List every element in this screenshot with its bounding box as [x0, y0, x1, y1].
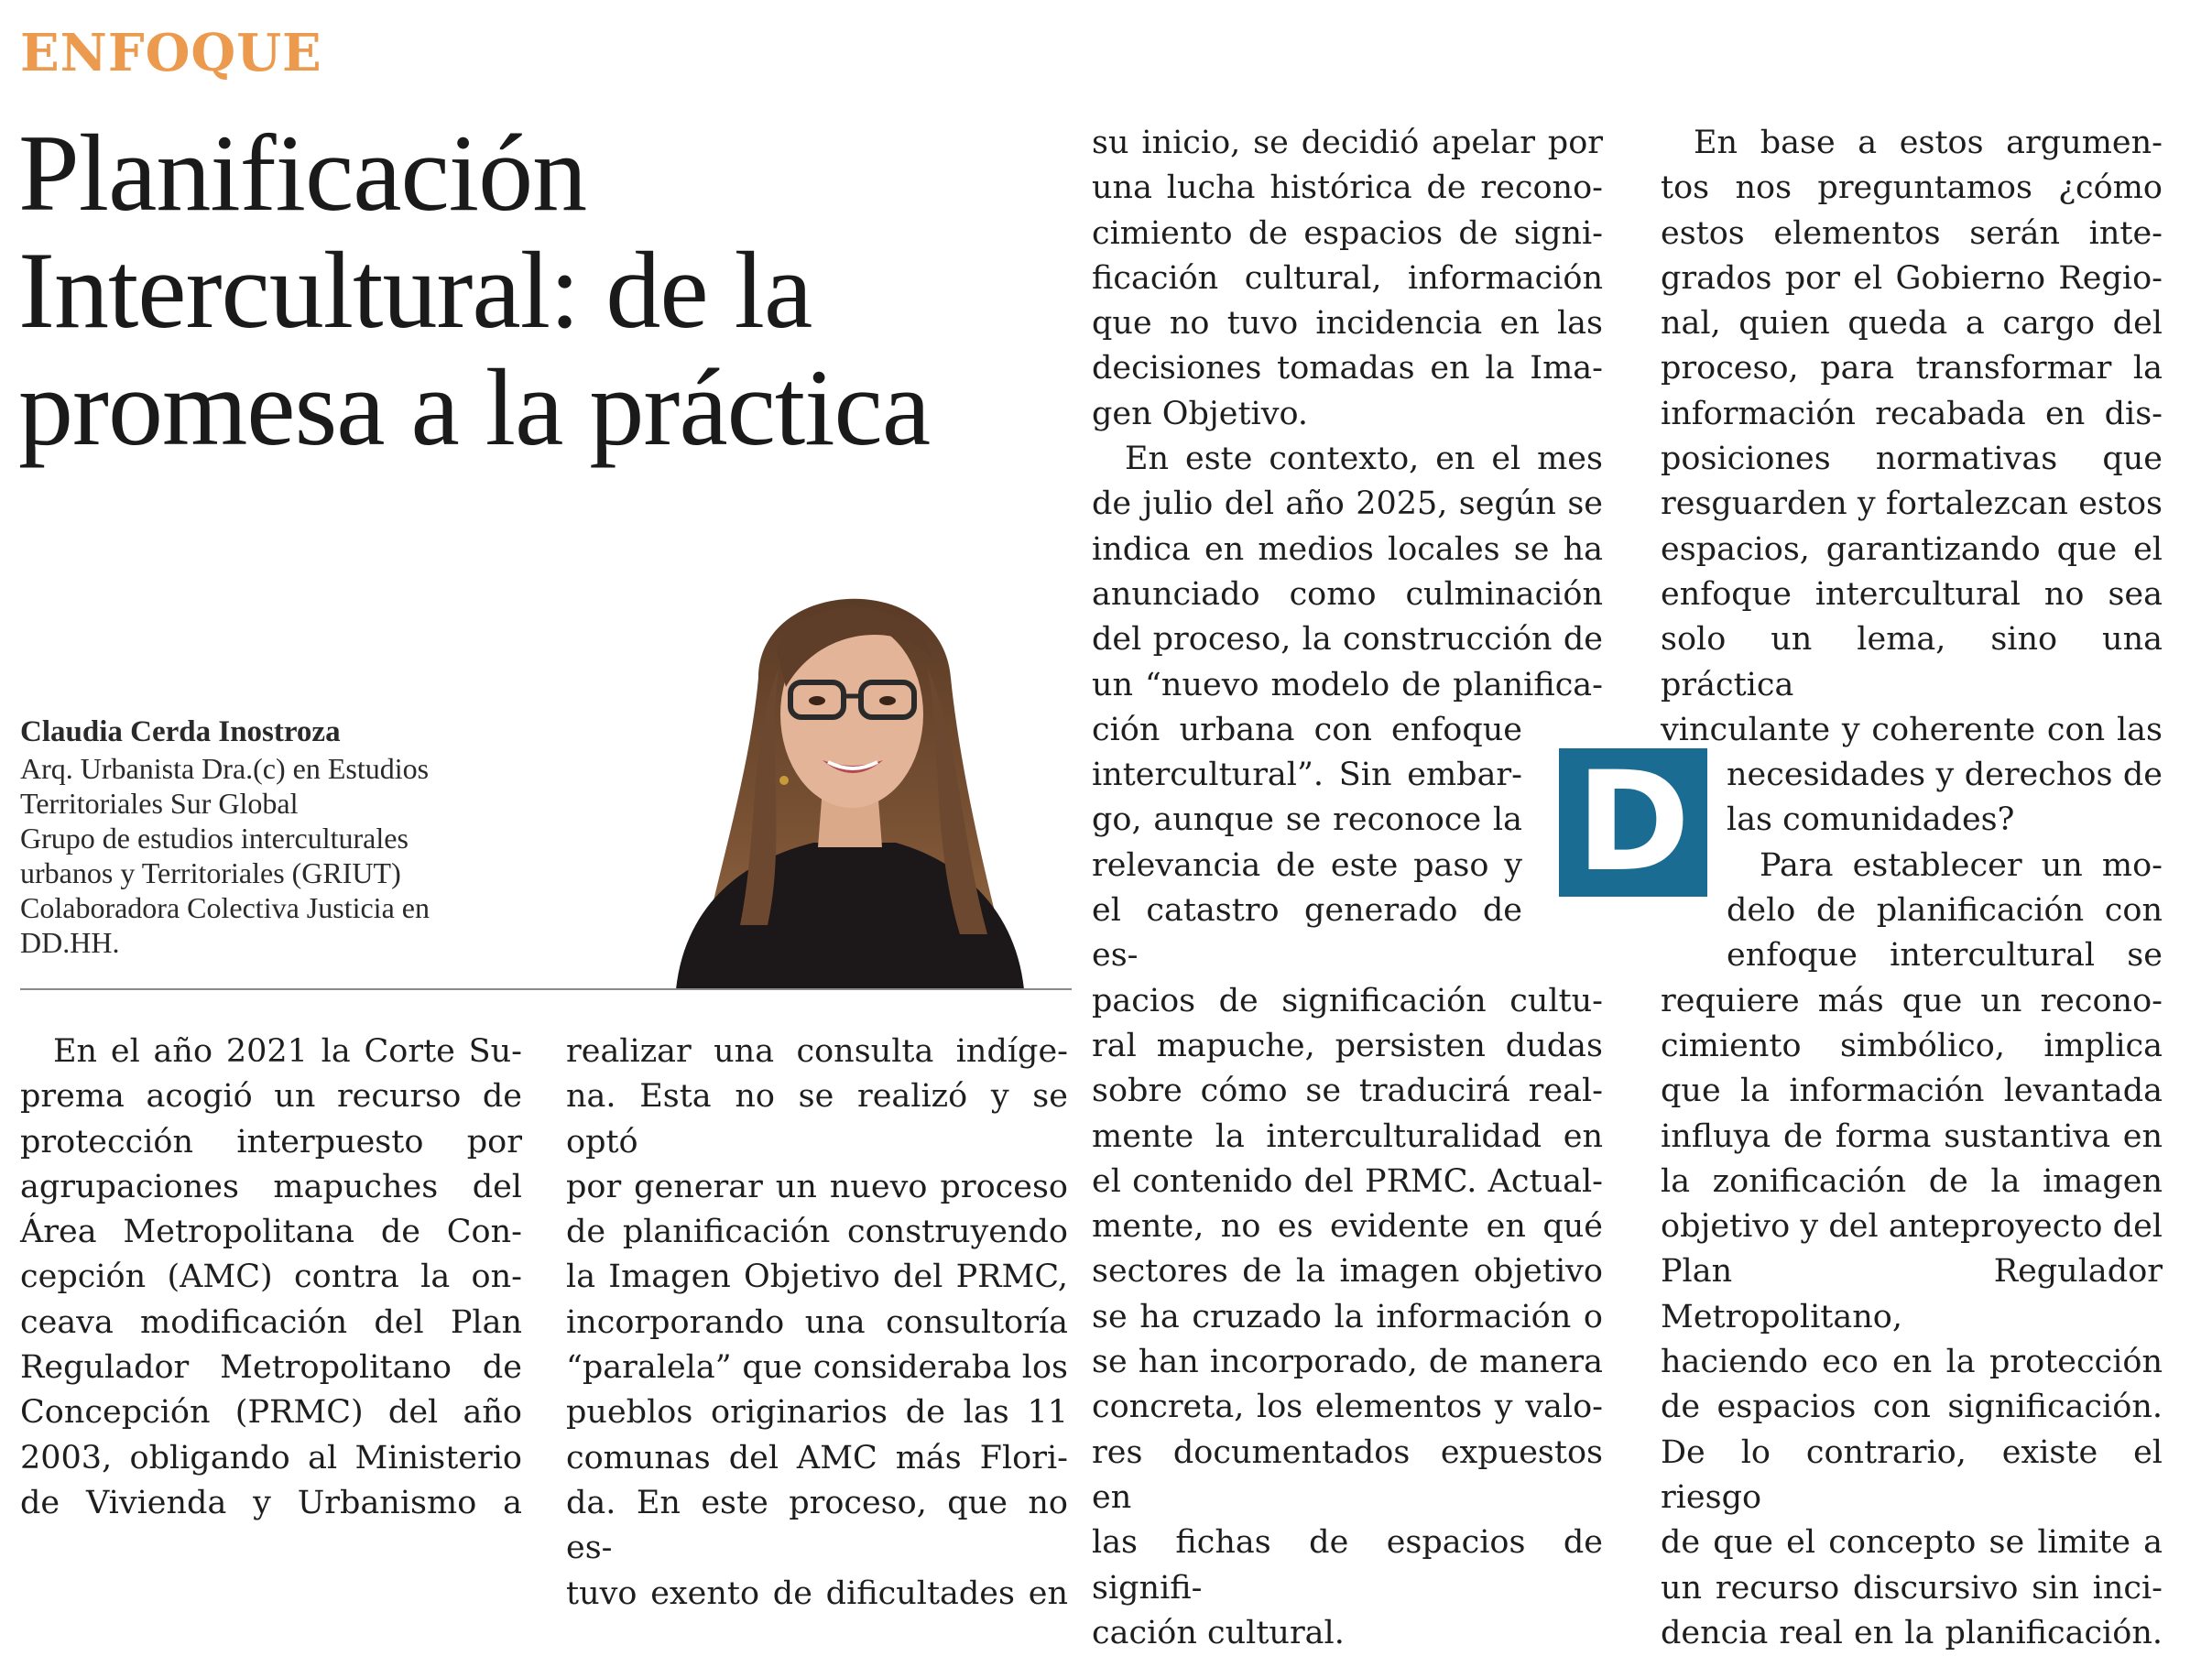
line: tos nos preguntamos ¿cómo — [1661, 169, 2163, 207]
section-label: ENFOQUE — [20, 23, 322, 83]
line: objetivo y del anteproyecto del — [1661, 1208, 2163, 1246]
article-column-2 — [566, 1030, 1068, 1617]
line: Para establecer un mo- — [1760, 846, 2163, 884]
line: la zonificación de la imagen — [1661, 1162, 2163, 1200]
line: ción urbana con enfoque — [1092, 711, 1522, 748]
line: na. Esta no se realizó y se optó — [566, 1078, 1068, 1160]
line: influya de forma sustantiva en — [1661, 1117, 2163, 1155]
line: espacios, garantizando que el — [1661, 530, 2163, 568]
line: de planificación construyendo — [566, 1214, 1068, 1251]
line: la Imagen Objetivo del PRMC, — [566, 1258, 1068, 1296]
line: cimiento de espacios de signi- — [1092, 214, 1603, 252]
line: haciendo eco en la protección — [1661, 1344, 2163, 1381]
headline — [18, 114, 1026, 466]
drop-cap: D — [1559, 748, 1707, 897]
line: proceso, para transformar la — [1661, 350, 2163, 387]
author-credential: Arq. Urbanista Dra.(c) en Estudios — [20, 752, 430, 785]
author-credential: Territoriales Sur Global — [20, 787, 299, 820]
line: necesidades y derechos de — [1727, 757, 2163, 794]
line: de que el concepto se limite a — [1661, 1524, 2163, 1562]
line: dencia real en la planificación. — [1661, 1614, 2163, 1651]
line: da. En este proceso, que no es- — [566, 1484, 1068, 1567]
line: de Vivienda y Urbanismo a — [20, 1484, 522, 1521]
headline-line: Planificación — [18, 112, 587, 234]
line: información recabada en dis- — [1661, 395, 2163, 432]
line: go, aunque se reconoce la — [1092, 801, 1522, 839]
line: cepción (AMC) contra la on- — [20, 1258, 522, 1296]
headline-line: Intercultural: de la — [18, 229, 812, 351]
line: las comunidades? — [1727, 801, 2015, 839]
line: 2003, obligando al Ministerio — [20, 1439, 522, 1476]
line: indica en medios locales se ha — [1092, 530, 1603, 568]
author-credential: Colaboradora Colectiva Justicia en — [20, 891, 430, 924]
line: anunciado como culminación — [1092, 575, 1603, 613]
line: solo un lema, sino una práctica — [1661, 621, 2163, 703]
line: el contenido del PRMC. Actual- — [1092, 1162, 1603, 1200]
author-credential: urbanos y Territoriales (GRIUT) — [20, 856, 401, 889]
line: Regulador Metropolitano de — [20, 1349, 522, 1387]
line: prema acogió un recurso de — [20, 1078, 522, 1116]
line: su inicio, se decidió apelar por — [1092, 125, 1603, 161]
line: cimiento simbólico, implica — [1661, 1027, 2163, 1064]
line: enfoque intercultural no sea — [1661, 575, 2163, 613]
line: las fichas de espacios de signifi- — [1092, 1524, 1603, 1607]
line: sobre cómo se traducirá real- — [1092, 1073, 1603, 1110]
line: ral mapuche, persisten dudas — [1092, 1027, 1603, 1064]
line: sectores de la imagen objetivo — [1092, 1253, 1603, 1291]
line: un recurso discursivo sin inci- — [1661, 1569, 2163, 1607]
line: Área Metropolitana de Con- — [20, 1214, 522, 1251]
byline-divider — [20, 988, 1072, 990]
line: nal, quien queda a cargo del — [1661, 305, 2163, 343]
line: “paralela” que consideraba los — [566, 1349, 1068, 1387]
line: que la información levantada — [1661, 1073, 2163, 1110]
line: realizar una consulta indíge- — [566, 1033, 1068, 1070]
line: una lucha histórica de recono- — [1092, 169, 1603, 207]
line: En el año 2021 la Corte Su- — [53, 1033, 522, 1070]
line: cación cultural. — [1092, 1614, 1345, 1651]
line: gen Objetivo. — [1092, 395, 1309, 432]
line: el catastro generado de es- — [1092, 892, 1522, 975]
line: De lo contrario, existe el riesgo — [1661, 1433, 2163, 1516]
line: En base a estos argumen- — [1694, 125, 2163, 161]
article-column-4 — [1661, 121, 2163, 1656]
line: de espacios con significación. — [1661, 1389, 2163, 1426]
headline-line: promesa a la práctica — [18, 346, 931, 468]
line: Plan Regulador Metropolitano, — [1661, 1253, 2163, 1335]
line: vinculante y coherente con las — [1661, 711, 2163, 748]
line: pacios de significación cultu- — [1092, 982, 1603, 1019]
line: se han incorporado, de manera — [1092, 1344, 1603, 1381]
line: grados por el Gobierno Regio- — [1661, 259, 2163, 297]
author-byline — [20, 714, 515, 960]
line: posiciones normativas que — [1661, 441, 2163, 478]
line: mente la interculturalidad en — [1092, 1117, 1603, 1155]
line: resguarden y fortalezcan estos — [1661, 485, 2163, 523]
line: agrupaciones mapuches del — [20, 1168, 522, 1205]
line: un “nuevo modelo de planifica- — [1092, 666, 1603, 703]
author-name: Claudia Cerda Inostroza — [20, 715, 341, 748]
author-credential: Grupo de estudios interculturales — [20, 822, 409, 855]
line: concreta, los elementos y valo- — [1092, 1389, 1603, 1426]
line: Concepción (PRMC) del año — [20, 1394, 522, 1432]
author-photo — [658, 540, 1042, 989]
line: incorporando una consultoría — [566, 1303, 1068, 1341]
line: estos elementos serán inte- — [1661, 214, 2163, 252]
line: por generar un nuevo proceso — [566, 1168, 1068, 1205]
line: En este contexto, en el mes — [1125, 441, 1603, 478]
line: que no tuvo incidencia en las — [1092, 305, 1603, 343]
author-credential: DD.HH. — [20, 926, 120, 959]
line: tuvo exento de dificultades en — [566, 1574, 1068, 1612]
line: ceava modificación del Plan — [20, 1303, 522, 1341]
line: protección interpuesto por — [20, 1123, 522, 1160]
article-column-3 — [1092, 121, 1603, 1656]
line: mente, no es evidente en qué — [1092, 1208, 1603, 1246]
line: res documentados expuestos en — [1092, 1433, 1603, 1516]
line: decisiones tomadas en la Ima- — [1092, 350, 1603, 387]
line: intercultural”. Sin embar- — [1092, 757, 1522, 794]
line: enfoque intercultural se — [1727, 937, 2163, 975]
line: requiere más que un recono- — [1661, 982, 2163, 1019]
line: delo de planificación con — [1727, 892, 2163, 930]
line: pueblos originarios de las 11 — [566, 1394, 1068, 1432]
line: relevancia de este paso y — [1092, 846, 1522, 884]
line: de julio del año 2025, según se — [1092, 485, 1603, 523]
line: ficación cultural, información — [1092, 259, 1603, 297]
line: del proceso, la construcción de — [1092, 621, 1603, 659]
line: comunas del AMC más Flori- — [566, 1439, 1068, 1476]
line: se ha cruzado la información o — [1092, 1298, 1603, 1335]
article-column-1 — [20, 1030, 522, 1526]
